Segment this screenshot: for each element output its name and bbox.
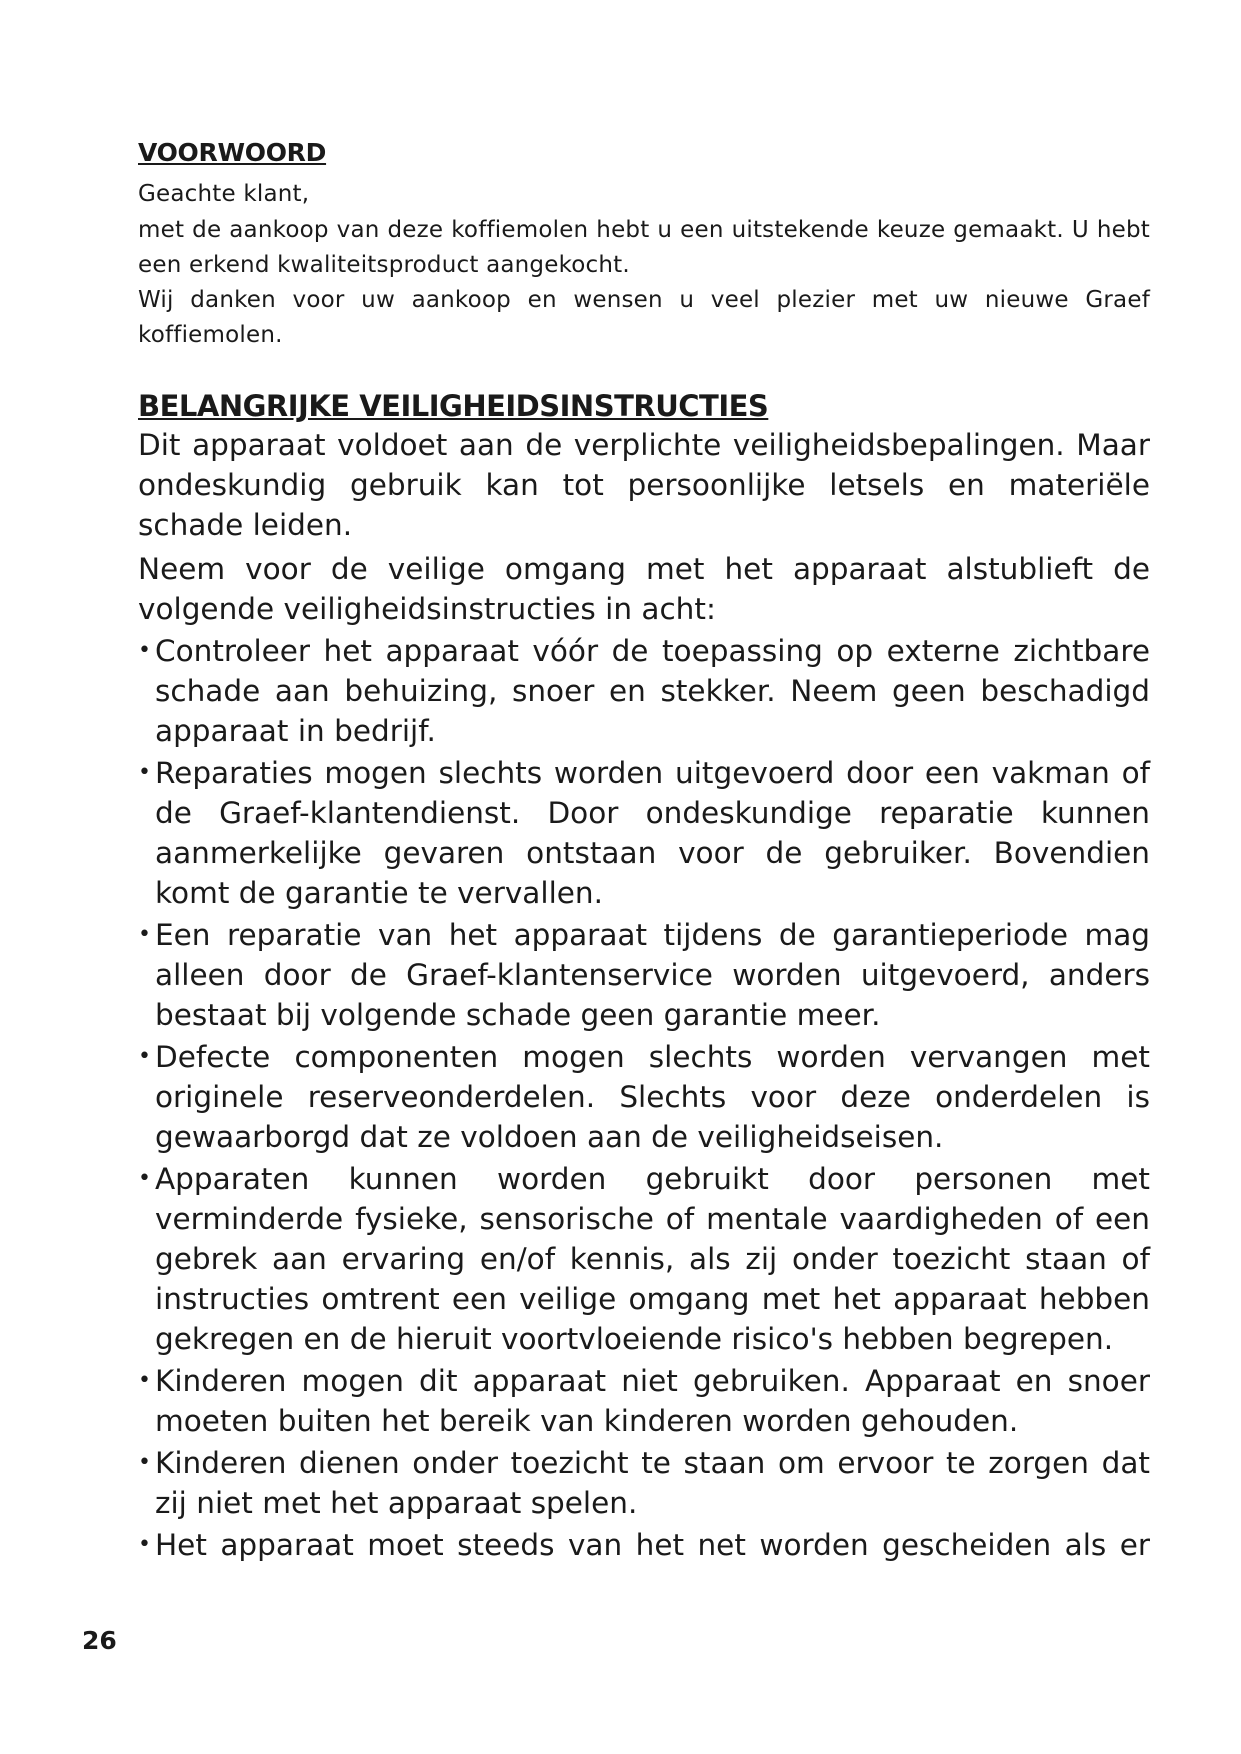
document-page: [138, 138, 1150, 1565]
list-item-text: Reparaties mogen slechts worden uitgevoerd door een vakman of de Graef-klantendienst. Door ondeskundige reparatie kunnen aanmerkelijke gevaren ontstaan voor de gebruiker. Bovendien komt de garantie te vervallen.: [155, 756, 1150, 910]
page-number: 26: [82, 1626, 117, 1655]
list-item: [138, 1159, 1150, 1359]
preface-paragraph-1: met de aankoop van deze koffiemolen hebt u een uitstekende keuze gemaakt. U hebt een erkend kwaliteitsproduct aangekocht.: [138, 217, 1150, 278]
list-item: [138, 915, 1150, 1035]
safety-paragraph-1: Dit apparaat voldoet aan de verplichte veiligheidsbepalingen. Maar ondeskundig gebruik kan tot persoonlijke letsels en materiële schade leiden.: [138, 428, 1150, 542]
list-item-text: Apparaten kunnen worden gebruikt door personen met verminderde fysieke, sensorische of mentale vaardigheden of een gebrek aan ervaring en/of kennis, als zij onder toezicht staan of instructies omtrent een veilige omgang met het apparaat hebben gekregen en de hieruit voortvloeiende risico's hebben begrepen.: [155, 1162, 1150, 1356]
list-item-text: Een reparatie van het apparaat tijdens de garantieperiode mag alleen door de Graef-klantenservice worden uitgevoerd, anders bestaat bij volgende schade geen garantie meer.: [155, 918, 1150, 1032]
preface-heading: VOORWOORD: [138, 138, 327, 167]
bullet-icon: •: [138, 760, 151, 785]
bullet-icon: •: [138, 922, 151, 947]
list-item-text: Defecte componenten mogen slechts worden vervangen met originele reserveonderdelen. Slechts voor deze onderdelen is gewaarborgd dat ze voldoen aan de veiligheidseisen.: [155, 1040, 1150, 1154]
list-item: [138, 1361, 1150, 1441]
preface-paragraph-2: Wij danken voor uw aankoop en wensen u veel plezier met uw nieuwe Graef koffiemolen.: [138, 287, 1150, 348]
bullet-icon: •: [138, 1450, 151, 1475]
preface-section: [138, 138, 1150, 353]
bullet-icon: •: [138, 1166, 151, 1191]
preface-greeting: Geachte klant,: [138, 181, 310, 207]
list-item-text: Controleer het apparaat vóór de toepassing op externe zichtbare schade aan behuizing, snoer en stekker. Neem geen beschadigd apparaat in bedrijf.: [155, 634, 1150, 748]
list-item-text: Het apparaat moet steeds van het net worden gescheiden als er: [155, 1528, 1150, 1562]
list-item-text: Kinderen dienen onder toezicht te staan om ervoor te zorgen dat zij niet met het apparaat spelen.: [155, 1446, 1150, 1520]
list-item: [138, 1037, 1150, 1157]
safety-instruction-list: [138, 631, 1150, 1565]
bullet-icon: •: [138, 1368, 151, 1393]
safety-paragraph-2: Neem voor de veilige omgang met het apparaat alstublieft de volgende veiligheidsinstructies in acht:: [138, 552, 1150, 626]
list-item: [138, 631, 1150, 751]
bullet-icon: •: [138, 1532, 151, 1557]
bullet-icon: •: [138, 1044, 151, 1069]
bullet-icon: •: [138, 638, 151, 663]
list-item: [138, 1525, 1150, 1565]
safety-section: [138, 389, 1150, 1565]
list-item-text: Kinderen mogen dit apparaat niet gebruiken. Apparaat en snoer moeten buiten het bereik van kinderen worden gehouden.: [155, 1364, 1150, 1438]
safety-heading: BELANGRIJKE VEILIGHEIDSINSTRUCTIES: [138, 389, 769, 423]
list-item: [138, 753, 1150, 913]
list-item: [138, 1443, 1150, 1523]
